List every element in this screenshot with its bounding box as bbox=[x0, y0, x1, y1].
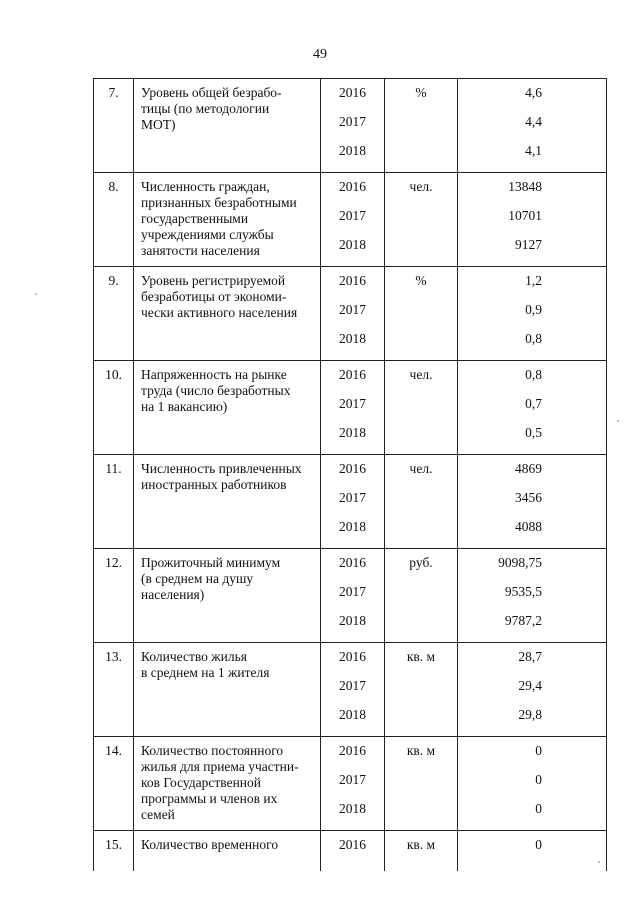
unit: кв. м bbox=[385, 643, 458, 737]
value: 1,2 bbox=[525, 273, 542, 288]
unit: % bbox=[385, 267, 458, 361]
indicator-name-line: Уровень общей безрабо- bbox=[141, 85, 282, 100]
year: 2017 bbox=[339, 772, 366, 787]
years-cell bbox=[321, 455, 385, 549]
years-cell bbox=[321, 173, 385, 267]
row-number: 7. bbox=[94, 79, 134, 173]
row-number: 12. bbox=[94, 549, 134, 643]
indicator-name-line: иностранных работников bbox=[141, 477, 287, 492]
indicator-name-line: населения) bbox=[141, 587, 205, 602]
indicator-name-line: учреждениями службы bbox=[141, 227, 274, 242]
indicator-name-line: Численность граждан, bbox=[141, 179, 270, 194]
indicator-name-line: ков Государственной bbox=[141, 775, 262, 790]
page-number: 49 bbox=[313, 47, 327, 62]
scan-speck bbox=[35, 293, 37, 295]
unit: кв. м bbox=[385, 737, 458, 831]
year: 2016 bbox=[339, 555, 366, 570]
indicator-name-line: занятости населения bbox=[141, 243, 260, 258]
indicator-name bbox=[134, 267, 321, 361]
indicator-name-line: в среднем на 1 жителя bbox=[141, 665, 270, 680]
year: 2016 bbox=[339, 649, 366, 664]
values-cell bbox=[458, 549, 607, 643]
value: 10701 bbox=[508, 208, 542, 223]
indicator-name bbox=[134, 831, 321, 871]
value: 9127 bbox=[515, 237, 542, 252]
row-number: 14. bbox=[94, 737, 134, 831]
indicator-name bbox=[134, 549, 321, 643]
scan-speck bbox=[617, 420, 619, 422]
value: 4,4 bbox=[525, 114, 542, 129]
table-row bbox=[94, 643, 607, 737]
value: 0,9 bbox=[525, 302, 542, 317]
year: 2016 bbox=[339, 837, 366, 852]
values-cell bbox=[458, 737, 607, 831]
values-cell bbox=[458, 79, 607, 173]
indicator-name-line: программы и членов их bbox=[141, 791, 278, 806]
years-cell bbox=[321, 831, 385, 871]
year: 2017 bbox=[339, 584, 366, 599]
indicator-name-line: МОТ) bbox=[141, 117, 176, 132]
year: 2016 bbox=[339, 179, 366, 194]
table-row bbox=[94, 361, 607, 455]
unit: чел. bbox=[385, 173, 458, 267]
value: 9535,5 bbox=[504, 584, 542, 599]
indicator-name-line: Численность привлеченных bbox=[141, 461, 302, 476]
value: 4,1 bbox=[525, 143, 542, 158]
year: 2016 bbox=[339, 367, 366, 382]
unit: кв. м bbox=[385, 831, 458, 871]
year: 2018 bbox=[339, 707, 366, 722]
year: 2018 bbox=[339, 801, 366, 816]
indicator-name-line: безработицы от экономи- bbox=[141, 289, 287, 304]
row-number: 8. bbox=[94, 173, 134, 267]
year: 2017 bbox=[339, 396, 366, 411]
years-cell bbox=[321, 737, 385, 831]
table-row bbox=[94, 831, 607, 871]
row-number: 9. bbox=[94, 267, 134, 361]
value: 4088 bbox=[515, 519, 542, 534]
indicator-name-line: жилья для приема участни- bbox=[141, 759, 299, 774]
indicator-name-line: Количество жилья bbox=[141, 649, 247, 664]
indicator-name-line: семей bbox=[141, 807, 175, 822]
values-cell bbox=[458, 455, 607, 549]
year: 2016 bbox=[339, 85, 366, 100]
year: 2018 bbox=[339, 143, 366, 158]
year: 2017 bbox=[339, 114, 366, 129]
years-cell bbox=[321, 79, 385, 173]
year: 2018 bbox=[339, 331, 366, 346]
scan-speck bbox=[598, 861, 600, 863]
indicator-name bbox=[134, 173, 321, 267]
unit: руб. bbox=[385, 549, 458, 643]
year: 2016 bbox=[339, 743, 366, 758]
indicator-name bbox=[134, 79, 321, 173]
indicator-name bbox=[134, 361, 321, 455]
row-number: 11. bbox=[94, 455, 134, 549]
value: 28,7 bbox=[518, 649, 542, 664]
indicator-name bbox=[134, 737, 321, 831]
value: 4,6 bbox=[525, 85, 542, 100]
values-cell bbox=[458, 173, 607, 267]
value: 29,4 bbox=[518, 678, 542, 693]
indicator-name-line: труда (число безработных bbox=[141, 383, 291, 398]
table-row bbox=[94, 173, 607, 267]
year: 2017 bbox=[339, 302, 366, 317]
indicator-name-line: Количество временного bbox=[141, 837, 279, 852]
years-cell bbox=[321, 361, 385, 455]
years-cell bbox=[321, 267, 385, 361]
indicator-name-line: тицы (по методологии bbox=[141, 101, 270, 116]
indicator-name-line: Количество постоянного bbox=[141, 743, 284, 758]
value: 13848 bbox=[508, 179, 542, 194]
value: 9098,75 bbox=[498, 555, 542, 570]
indicator-name-line: государственными bbox=[141, 211, 249, 226]
table-row bbox=[94, 455, 607, 549]
value: 0,7 bbox=[525, 396, 542, 411]
years-cell bbox=[321, 643, 385, 737]
unit: чел. bbox=[385, 455, 458, 549]
indicator-name-line: чески активного населения bbox=[141, 305, 298, 320]
year: 2016 bbox=[339, 461, 366, 476]
values-cell bbox=[458, 643, 607, 737]
value: 29,8 bbox=[518, 707, 542, 722]
indicator-name-line: Уровень регистрируемой bbox=[141, 273, 286, 288]
row-number: 15. bbox=[94, 831, 134, 871]
value: 0,8 bbox=[525, 367, 542, 382]
year: 2017 bbox=[339, 490, 366, 505]
year: 2018 bbox=[339, 425, 366, 440]
value: 0 bbox=[535, 801, 542, 816]
year: 2018 bbox=[339, 519, 366, 534]
indicator-name bbox=[134, 455, 321, 549]
unit: % bbox=[385, 79, 458, 173]
year: 2018 bbox=[339, 237, 366, 252]
value: 0,5 bbox=[525, 425, 542, 440]
unit: чел. bbox=[385, 361, 458, 455]
value: 0 bbox=[535, 837, 542, 852]
indicator-name-line: Напряженность на рынке bbox=[141, 367, 287, 382]
row-number: 10. bbox=[94, 361, 134, 455]
value: 9787,2 bbox=[504, 613, 542, 628]
value: 0 bbox=[535, 743, 542, 758]
indicator-name-line: признанных безработными bbox=[141, 195, 297, 210]
value: 3456 bbox=[515, 490, 542, 505]
indicator-name-line: на 1 вакансию) bbox=[141, 399, 228, 414]
indicator-name bbox=[134, 643, 321, 737]
years-cell bbox=[321, 549, 385, 643]
year: 2017 bbox=[339, 208, 366, 223]
table-row bbox=[94, 267, 607, 361]
value: 0,8 bbox=[525, 331, 542, 346]
year: 2017 bbox=[339, 678, 366, 693]
values-cell bbox=[458, 831, 607, 871]
indicator-name-line: (в среднем на душу bbox=[141, 571, 254, 586]
row-number: 13. bbox=[94, 643, 134, 737]
value: 4869 bbox=[515, 461, 542, 476]
value: 0 bbox=[535, 772, 542, 787]
year: 2018 bbox=[339, 613, 366, 628]
indicators-table bbox=[93, 78, 607, 871]
indicator-name-line: Прожиточный минимум bbox=[141, 555, 281, 570]
table-row bbox=[94, 79, 607, 173]
values-cell bbox=[458, 267, 607, 361]
year: 2016 bbox=[339, 273, 366, 288]
table-row bbox=[94, 737, 607, 831]
table-row bbox=[94, 549, 607, 643]
values-cell bbox=[458, 361, 607, 455]
